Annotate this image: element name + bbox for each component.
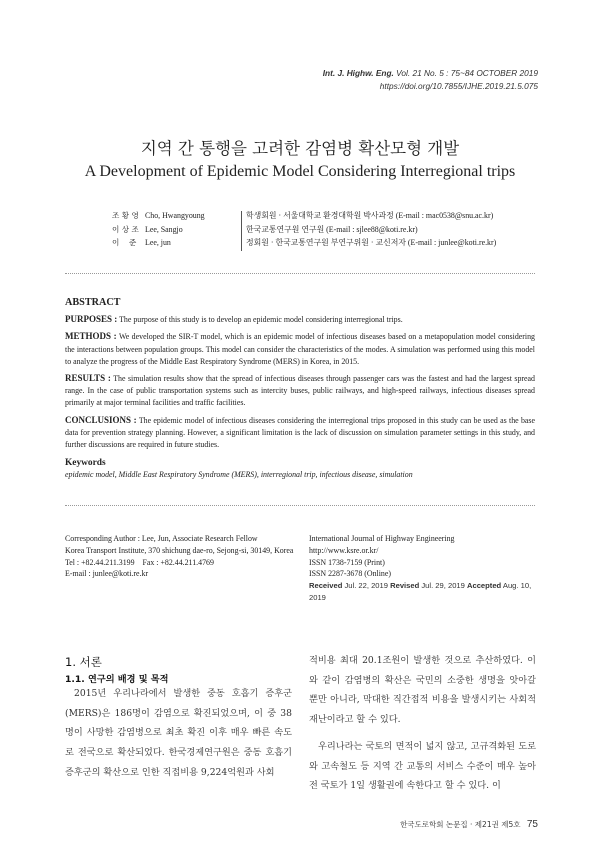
abstract-purposes: [65, 313, 535, 326]
author-name-ko: 이 준: [112, 238, 137, 247]
subsection-heading: 1.1. 연구의 배경 및 목적: [65, 674, 169, 685]
accepted-date: Aug. 10, 2019: [309, 581, 532, 602]
author-row: [112, 209, 496, 223]
revised-date: Jul. 29, 2019: [421, 581, 465, 591]
keywords-heading: Keywords: [65, 458, 106, 469]
author-row: [112, 223, 496, 237]
body-paragraph: 2015년 우리나라에서 발생한 중동 호흡기 증후군 (MERS)은 186명이 감염으로 확진되었으며, 이 중 38명이 사망한 감염병으로 최초 확진 이후 매우 빠른 속도로 전국으로 확산되었다. 한국경제연구원은 중동 호흡기 증후군의 확산으로 인한 직접비용 9,224억원과 사회: [65, 688, 292, 778]
author-name-en: Lee, jun: [145, 238, 171, 247]
body-right-column: [309, 651, 536, 796]
conclusions-label: CONCLUSIONS :: [65, 414, 137, 425]
doi-link[interactable]: https://doi.org/10.7855/IJHE.2019.21.5.075: [379, 81, 538, 91]
methods-label: METHODS :: [65, 331, 117, 342]
divider-top: [65, 273, 535, 274]
correspondence-address: Korea Transport Institute, 370 shichung dae-ro, Sejong-si, 30149, Korea: [65, 545, 294, 555]
author-name-en: Cho, Hwangyoung: [145, 211, 205, 220]
results-text: The simulation results show that the spread of infectious diseases through passenger cars was the fastest and had the largest spread range. In the case of public transportation systems such as intercity buses, public railways, and high-speed railways, infectious diseases spread primarily at major terminal facilities and traffic facilities.: [65, 374, 535, 408]
journal-info-url[interactable]: http://www.ksre.or.kr/: [309, 545, 379, 555]
purposes-label: PURPOSES :: [65, 314, 118, 325]
title-english: A Development of Epidemic Model Considering Interregional trips: [84, 163, 516, 180]
author-divider: [241, 211, 242, 251]
revised-label: Revised: [390, 581, 420, 591]
author-affiliation: 한국교통연구원 연구원 (E-mail : sjlee88@koti.re.kr): [246, 224, 418, 234]
footer-journal: 한국도로학회 논문집 · 제21권 제5호: [400, 820, 521, 829]
author-row: [112, 236, 496, 250]
methods-text: We developed the SIR-T model, which is an epidemic model of infectious diseases based on a metapopulation model considering the interactions between population groups. This model can consider the characteristics of the modes. A simulation was performed using this model to analyze the progress of the Middle East Respiratory Syndrome (MERS) in Korea, in 2015.: [65, 332, 535, 366]
journal-info-block: [309, 533, 539, 604]
correspondence-email[interactable]: E-mail : junlee@koti.re.kr: [65, 569, 149, 579]
results-label: RESULTS :: [65, 373, 111, 384]
body-paragraph: 우리나라는 국토의 면적이 넓지 않고, 고규격화된 도로와 고속철도 등 지역 간 교통의 서비스 수준이 매우 높아 전 국토가 1일 생활권에 속한다고 할 수 있다. 이: [309, 740, 536, 792]
correspondence-block: [65, 533, 305, 580]
author-name-ko: 조 황 영: [112, 211, 139, 220]
page-number: 75: [526, 819, 538, 830]
abstract-conclusions: [65, 414, 535, 452]
journal-name: Int. J. Highw. Eng.: [322, 68, 394, 78]
abstract-heading: ABSTRACT: [65, 297, 121, 308]
author-affiliation: 정회원 · 한국교통연구원 부연구위원 · 교신저자 (E-mail : junlee@koti.re.kr): [246, 238, 497, 247]
purposes-text: The purpose of this study is to develop an epidemic model considering interregional trips.: [119, 315, 403, 325]
received-date: Jul. 22, 2019: [344, 581, 388, 591]
divider-bottom: [65, 505, 535, 506]
journal-info-issn-print: ISSN 1738-7159 (Print): [309, 557, 385, 567]
review-dates: [309, 580, 539, 604]
abstract-methods: [65, 330, 535, 368]
body-left-column: [65, 684, 292, 783]
section-heading: 1. 서론: [65, 655, 102, 669]
journal-citation: [323, 68, 538, 78]
abstract-results: [65, 372, 535, 410]
journal-issue: Vol. 21 No. 5 : 75~84 OCTOBER 2019: [396, 68, 538, 78]
correspondence-phone: Tel : +82.44.211.3199 Fax : +82.44.211.4769: [65, 557, 214, 567]
conclusions-text: The epidemic model of infectious diseases considering the interregional trips proposed in this study can be used as the base data for prevention strategy planning. However, a significant limitation is the lack of discussion on simulation parameter settings in this study, and further discussions are required in future studies.: [65, 415, 535, 450]
author-name-ko: 이 상 조: [112, 224, 139, 234]
author-list: [112, 209, 496, 250]
accepted-label: Accepted: [467, 581, 502, 591]
body-paragraph: 적비용 최대 20.1조원이 발생한 것으로 추산하였다. 이와 같이 감염병의 확산은 국민의 소중한 생명을 앗아갈 뿐만 아니라, 막대한 직간접적 비용을 발생시키는 사회적 재난이라고 할 수 있다.: [309, 655, 536, 726]
abstract: [65, 297, 535, 482]
received-label: Received: [309, 581, 343, 591]
author-name-en: Lee, Sangjo: [145, 224, 183, 234]
author-affiliation: 학생회원 · 서울대학교 환경대학원 박사과정 (E-mail : mac0538@snu.ac.kr): [246, 211, 494, 220]
keywords-text: epidemic model, Middle East Respiratory Syndrome (MERS), interregional trip, infectious disease, simulation: [65, 470, 413, 480]
title-korean: 지역 간 통행을 고려한 감염병 확산모형 개발: [140, 139, 460, 158]
page-footer: [400, 819, 538, 830]
journal-info-name: International Journal of Highway Engineering: [309, 534, 455, 543]
journal-info-issn-online: ISSN 2287-3678 (Online): [309, 569, 391, 579]
correspondence-author: Corresponding Author : Lee, Jun, Associate Research Fellow: [65, 534, 258, 543]
